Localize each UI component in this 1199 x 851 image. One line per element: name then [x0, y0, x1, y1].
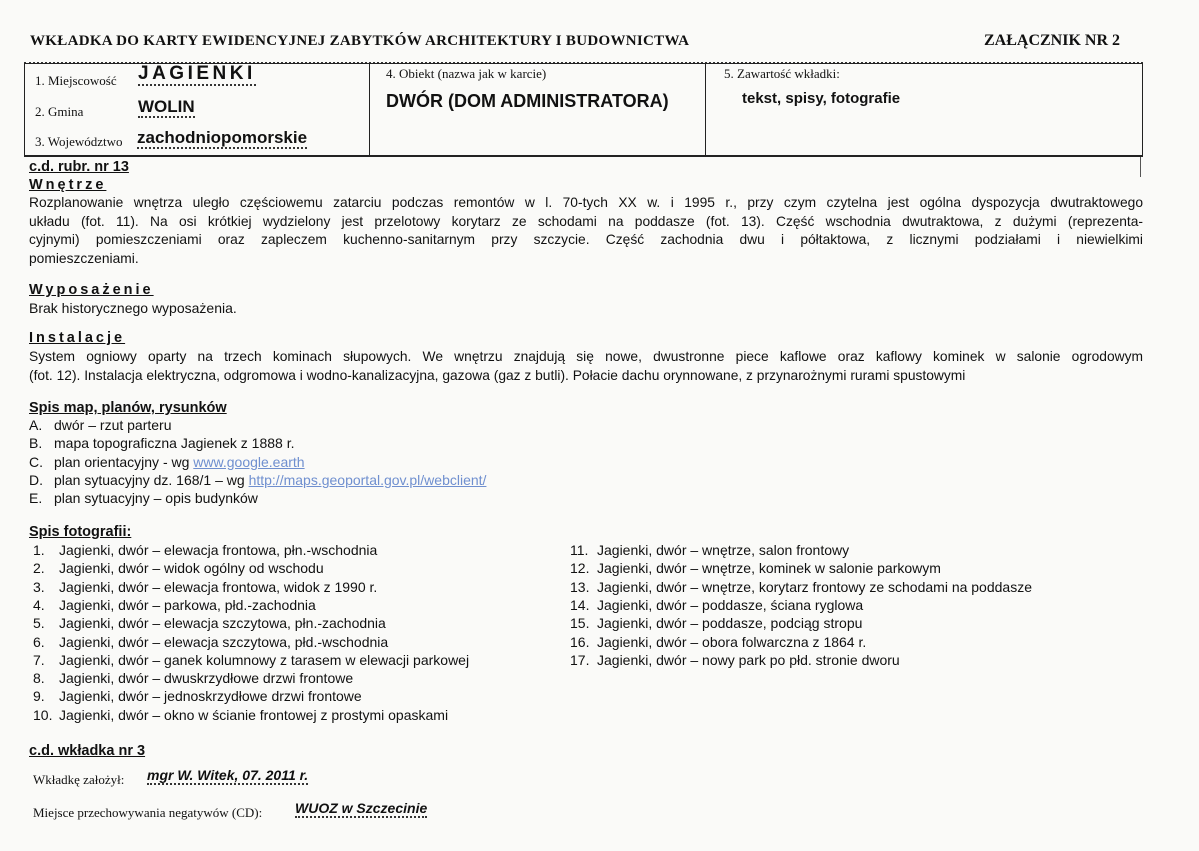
interior-heading: Wnętrze [29, 177, 107, 193]
list-item-number: 1. [33, 542, 45, 558]
interior-line: Rozplanowanie wnętrza uległo częściowemu zatarciu podczas remontów w l. 70-tych XX w. i 1995 r., przy czym czytelna jest ogólna dyspozycja dwutraktowego [29, 195, 1143, 210]
list-item-text: mapa topograficzna Jagienek z 1888 r. [54, 435, 295, 452]
installations-heading: Instalacje [29, 330, 126, 346]
list-item-number: 9. [33, 688, 45, 705]
list-item-text: Jagienki, dwór – elewacja szczytowa, płn.-zachodnia [59, 615, 386, 632]
photo-list-item [570, 634, 866, 650]
list-item-number: B. [29, 435, 43, 452]
storage-label: Miejsce przechowywania negatywów (CD): [33, 805, 263, 820]
locality-label: 1. Miejscowość [35, 73, 117, 88]
list-item-text: plan sytuacyjny dz. 168/1 – wg [54, 471, 249, 488]
map-list-item [29, 472, 486, 488]
contents-value: tekst, spisy, fotografie [742, 90, 901, 107]
list-item-number: D. [29, 471, 43, 488]
list-item-text: Jagienki, dwór – nowy park po płd. stronie dworu [597, 651, 900, 668]
annex-number: ZAŁĄCZNIK NR 2 [984, 32, 1121, 49]
photo-list-item [33, 670, 353, 686]
locality-value: JAGIENKI [138, 63, 256, 84]
interior-line: pomieszczeniami. [29, 250, 139, 266]
author-label: Wkładkę założył: [33, 772, 125, 787]
photo-list-item [33, 634, 388, 650]
object-label: 4. Obiekt (nazwa jak w karcie) [386, 66, 547, 81]
list-item-text: Jagienki, dwór – poddasze, podciąg stropu [597, 615, 863, 632]
list-item-text: Jagienki, dwór – parkowa, płd.-zachodnia [59, 596, 316, 613]
list-item-number: 15. [570, 615, 590, 632]
author-value: mgr W. Witek, 07. 2011 r. [147, 767, 309, 783]
photo-list-item [570, 579, 1032, 595]
list-item-number: 5. [33, 615, 45, 632]
photo-list-item [570, 615, 862, 631]
list-item-link[interactable]: http://maps.geoportal.gov.pl/webclient/ [248, 471, 487, 488]
photo-list-item [570, 542, 849, 558]
list-item-text: Jagienki, dwór – elewacja szczytowa, płd.-wschodnia [59, 633, 389, 650]
list-item-number: C. [29, 453, 43, 470]
list-item-text: Jagienki, dwór – poddasze, ściana ryglowa [597, 596, 864, 613]
list-item-text: Jagienki, dwór – jednoskrzydłowe drzwi frontowe [59, 688, 362, 705]
map-list-item [29, 490, 258, 506]
list-item-number: 11. [570, 542, 589, 558]
rubric-heading: c.d. rubr. nr 13 [29, 159, 129, 175]
list-item-text: Jagienki, dwór – elewacja frontowa, widok z 1990 r. [59, 578, 378, 595]
photo-list-item [33, 652, 469, 668]
equipment-text: Brak historycznego wyposażenia. [29, 300, 237, 316]
map-list-item [29, 435, 295, 451]
list-item-text: Jagienki, dwór – widok ogólny od wschodu [59, 560, 324, 577]
list-item-number: 3. [33, 578, 45, 595]
voivodeship-value: zachodniopomorskie [137, 128, 308, 147]
list-item-number: 8. [33, 670, 45, 687]
list-item-number: 4. [33, 596, 45, 613]
list-item-link[interactable]: www.google.earth [193, 453, 305, 470]
photos-heading: Spis fotografii: [29, 524, 132, 540]
list-item-text: Jagienki, dwór – dwuskrzydłowe drzwi frontowe [59, 670, 354, 687]
continued-note: c.d. wkładka nr 3 [29, 743, 146, 759]
interior-line: cyjnymi) pomieszczeniami oraz zapleczem kuchenno-sanitarnym przy szczycie. Część zachodnia dwu i półtaktowa, z licznymi podziałami i niewielkimi [29, 232, 1143, 248]
list-item-number: 17. [570, 651, 590, 668]
object-value: DWÓR (DOM ADMINISTRATORA) [386, 91, 669, 111]
commune-value: WOLIN [138, 97, 195, 116]
list-item-text: plan sytuacyjny – opis budynków [54, 490, 258, 507]
voivodeship-label: 3. Województwo [35, 134, 123, 149]
list-item-number: 2. [33, 560, 45, 577]
photo-list-item [33, 615, 386, 631]
list-item-text: dwór – rzut parteru [54, 417, 172, 433]
list-item-text: Jagienki, dwór – ganek kolumnowy z tarasem w elewacji parkowej [59, 651, 470, 668]
list-item-number: 14. [570, 596, 590, 613]
photo-list-item [33, 542, 377, 558]
list-item-text: Jagienki, dwór – wnętrze, korytarz frontowy ze schodami na poddasze [597, 578, 1032, 595]
map-list-item [29, 454, 305, 470]
storage-value: WUOZ w Szczecinie [295, 800, 428, 816]
list-item-number: 13. [570, 578, 590, 595]
list-item-number: 10. [33, 706, 53, 723]
list-item-text: Jagienki, dwór – wnętrze, kominek w salonie parkowym [597, 560, 941, 577]
list-item-number: A. [29, 417, 43, 433]
map-list-item [29, 417, 172, 433]
photo-list-item [33, 707, 448, 723]
photo-list-item [33, 688, 362, 704]
list-item-number: 16. [570, 633, 590, 650]
list-item-number: 6. [33, 633, 45, 650]
photo-list-item [570, 597, 863, 613]
photo-list-item [570, 652, 900, 668]
list-item-text: plan orientacyjny - wg [54, 453, 194, 470]
list-item-text: Jagienki, dwór – obora folwarczna z 1864 r. [597, 633, 867, 650]
installations-paragraph [29, 348, 1143, 385]
frame-divider-2 [705, 63, 706, 157]
photo-list-item [33, 597, 316, 613]
equipment-heading: Wyposażenie [29, 282, 154, 298]
document-title: WKŁADKA DO KARTY EWIDENCYJNEJ ZABYTKÓW ARCHITEKTURY I BUDOWNICTWA [30, 33, 690, 49]
photo-list-item [570, 560, 941, 576]
interior-paragraph [29, 194, 1143, 268]
contents-label: 5. Zawartość wkładki: [724, 66, 840, 81]
installations-line: System ogniowy oparty na trzech kominach słupowych. We wnętrzu znajdują się nowe, dwustronne piece kaflowe oraz kaflowy kominek w salonie ogrodowym [29, 349, 1143, 364]
list-item-number: 12. [570, 560, 590, 577]
frame-divider-1 [369, 63, 370, 157]
right-margin-mark [1140, 157, 1141, 177]
photo-list-item [33, 579, 377, 595]
photo-list-item [33, 560, 324, 576]
maps-heading: Spis map, planów, rysunków [29, 400, 227, 416]
list-item-text: Jagienki, dwór – okno w ścianie frontowej z prostymi opaskami [59, 706, 449, 723]
installations-line: (fot. 12). Instalacja elektryczna, odgromowa i wodno-kanalizacyjna, gazowa (gaz z butli). Połacie dachu orynnowane, z przynarożnymi rurami spustowymi [29, 367, 966, 383]
list-item-number: 7. [33, 651, 45, 668]
list-item-text: Jagienki, dwór – elewacja frontowa, płn.-wschodnia [59, 542, 378, 558]
commune-label: 2. Gmina [35, 104, 84, 119]
list-item-text: Jagienki, dwór – wnętrze, salon frontowy [597, 542, 850, 558]
interior-line: układu (fot. 11). Na osi krótkiej wydzielony jest przelotowy korytarz ze schodami na poddasze (fot. 13). Część wschodnia dwutraktowa, z dużymi (reprezenta- [29, 213, 1143, 229]
list-item-number: E. [29, 490, 43, 507]
